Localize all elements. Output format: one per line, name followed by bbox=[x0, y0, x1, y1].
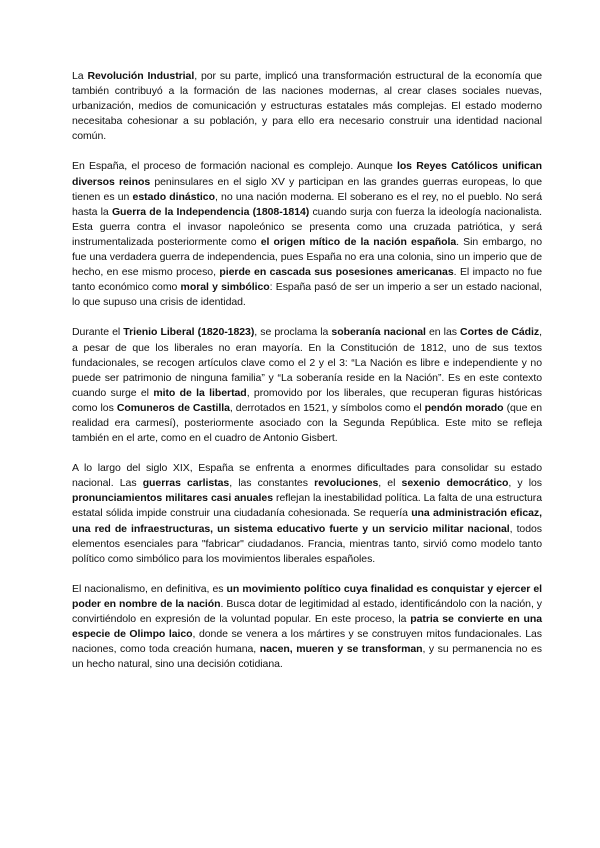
bold-phrase: pronunciamientos militares casi anuales bbox=[72, 492, 273, 505]
text-run: peninsulares en el siglo XV y participan en las grandes guerras europeas, lo que tienen es un bbox=[72, 175, 542, 203]
bold-phrase: una administración eficaz, una red de infraestructuras, un sistema educativo fuerte y un servicio militar nacional bbox=[72, 507, 542, 535]
paragraph-formacion-nacional-espana bbox=[72, 159, 542, 310]
bold-phrase: mito de la libertad bbox=[153, 386, 247, 399]
bold-phrase: los Reyes Católicos unifican diversos reinos bbox=[72, 160, 542, 188]
text-run: reflejan la inestabilidad política. La falta de una estructura estatal sólida impide construir una ciudadanía cohesionada. Se requería bbox=[72, 492, 542, 520]
bold-phrase: Guerra de la Independencia (1808-1814) bbox=[111, 205, 310, 218]
text-run: cuando surja con fuerza la ideología nacionalista. Esta guerra contra el invasor napoleónico se presenta como una cruzada patriótica, y será instrumentalizada posteriormente como bbox=[72, 205, 543, 248]
bold-phrase: revoluciones bbox=[314, 477, 379, 490]
text-run: , todos elementos esenciales para "fabricar" ciudadanos. Francia, mientras tanto, sirvió como modelo tanto político como simbólico para los movimientos liberales españoles. bbox=[72, 522, 543, 565]
text-run: . El impacto no fue tanto económico como bbox=[72, 266, 542, 294]
text-run: , se proclama la bbox=[254, 326, 332, 339]
paragraph-siglo-xix bbox=[72, 461, 542, 567]
paragraph-revolucion-industrial bbox=[72, 69, 542, 144]
bold-phrase: estado dinástico bbox=[132, 190, 215, 203]
bold-phrase: moral y simbólico bbox=[180, 281, 270, 294]
text-run: La bbox=[72, 70, 88, 82]
text-run: : España pasó de ser un imperio a ser un estado nacional, lo que supuso una crisis de identidad. bbox=[72, 281, 543, 309]
bold-phrase: Trienio Liberal (1820-1823) bbox=[123, 326, 255, 339]
bold-phrase: guerras carlistas bbox=[142, 477, 230, 490]
text-run: , a pesar de que los liberales no eran mayoría. En la Constitución de 1812, uno de sus textos fundacionales, se recogen artículos clave como el 2 y el 3: “La Nación es libre e independiente y no puede ser patrimonio de ninguna familia” y “La soberanía reside en la Nación”. Es en este contexto cuando surge el bbox=[72, 326, 542, 399]
text-run: , promovido por los liberales, que recuperan figuras históricas como los bbox=[72, 386, 543, 414]
text-run: , donde se venera a los mártires y se construyen mitos fundacionales. Las naciones, como toda creación humana, bbox=[72, 628, 542, 656]
bold-phrase: patria se convierte en una especie de Olimpo laico bbox=[72, 613, 542, 641]
text-run: . Busca dotar de legitimidad al estado, identificándolo con la nación, y convirtiéndolo en expresión de la voluntad popular. En este proceso, la bbox=[72, 597, 542, 625]
text-run: , las constantes bbox=[229, 477, 315, 490]
text-run: (que en realidad era carmesí), posteriormente asociado con la Segunda República. Este mito se refleja también en el arte, como en el cuadro de Antonio Gisbert. bbox=[72, 401, 542, 445]
paragraph-nacionalismo-definicion bbox=[72, 582, 542, 673]
bold-phrase: el origen mítico de la nación española bbox=[260, 235, 457, 248]
text-run: , el bbox=[378, 477, 402, 490]
bold-phrase: pendón morado bbox=[424, 401, 504, 414]
bold-phrase: Revolución Industrial bbox=[87, 70, 195, 82]
text-run: , y su permanencia no es un hecho natural, sino una decisión cotidiana. bbox=[72, 643, 542, 671]
bold-phrase: soberanía nacional bbox=[331, 326, 426, 339]
paragraph-trienio-liberal bbox=[72, 325, 542, 446]
text-run: , derrotados en 1521, y símbolos como el bbox=[229, 401, 425, 414]
text-run: , y los bbox=[508, 477, 542, 490]
bold-phrase: sexenio democrático bbox=[401, 477, 509, 490]
text-run: . Sin embargo, no fue una verdadera guerra de independencia, pues España no era una colonia, sino un imperio que de hecho, en ese mismo proceso, bbox=[72, 235, 542, 279]
text-run: en las bbox=[425, 326, 461, 339]
text-run: En España, el proceso de formación nacional es complejo. Aunque bbox=[72, 160, 397, 173]
bold-phrase: pierde en cascada sus posesiones americanas bbox=[219, 266, 454, 279]
bold-phrase: nacen, mueren y se transforman bbox=[259, 643, 423, 656]
text-run: El nacionalismo, en definitiva, es bbox=[72, 582, 227, 595]
bold-phrase: un movimiento político cuya finalidad es conquistar y ejercer el poder en nombre de la nación bbox=[72, 582, 543, 610]
text-run: Durante el bbox=[72, 326, 124, 339]
text-run: , por su parte, implicó una transformación estructural de la economía que también contribuyó a la formación de las naciones modernas, al crear clases sociales nuevas, urbanización, medios de comunicación y estructuras estatales más complejas. El estado moderno necesitaba cohesionar a su población, y para ello era necesario construir una identidad nacional común. bbox=[72, 70, 542, 143]
text-run: , no una nación moderna. El soberano es el rey, no el pueblo. No será hasta la bbox=[72, 190, 543, 218]
bold-phrase: Comuneros de Castilla bbox=[116, 401, 230, 414]
text-run: A lo largo del siglo XIX, España se enfrenta a enormes dificultades para consolidar su estado nacional. Las bbox=[72, 462, 542, 490]
bold-phrase: Cortes de Cádiz bbox=[460, 326, 540, 339]
